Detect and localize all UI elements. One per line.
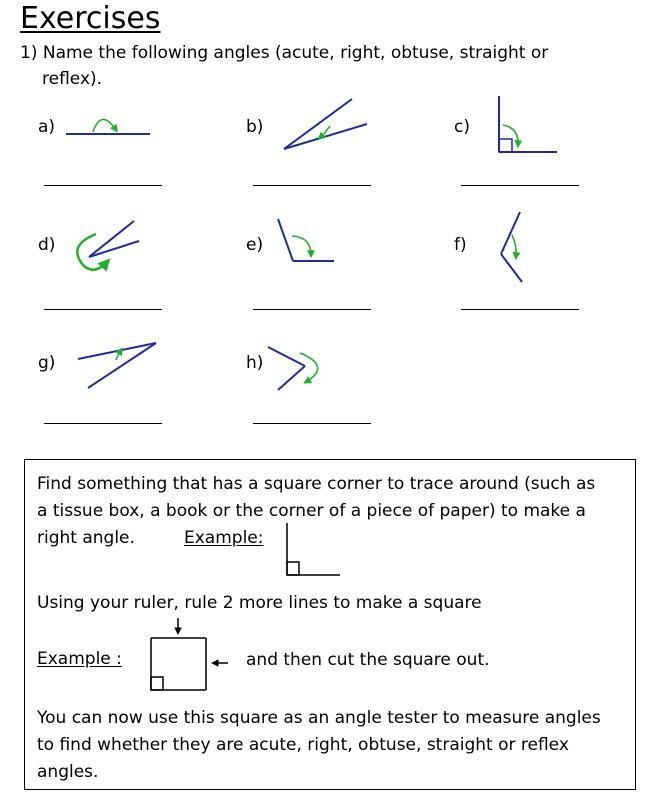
right-angle-example xyxy=(287,523,340,575)
example-1-label: Example: xyxy=(184,528,264,548)
item-label-d: d) xyxy=(38,235,56,255)
question-text-line-2: reflex). xyxy=(42,69,103,89)
square-example xyxy=(151,638,206,690)
question-number: 1) xyxy=(20,43,38,63)
instruction-line-1: Find something that has a square corner to trace around (such as xyxy=(37,474,596,494)
example-2-label: Example : xyxy=(37,649,122,669)
item-label-h: h) xyxy=(246,353,264,373)
item-label-e: e) xyxy=(246,235,264,255)
instruction-line-3: right angle. xyxy=(37,528,135,548)
instruction-tester-line-2: to find whether they are acute, right, obtuse, straight or reflex xyxy=(37,735,569,755)
page-title: Exercises xyxy=(20,1,161,36)
instruction-line-2: a tissue box, a book or the corner of a piece of paper) to make a xyxy=(37,501,586,521)
question-text-line-1: Name the following angles (acute, right, obtuse, straight or xyxy=(42,43,549,63)
instruction-tester-line-3: angles. xyxy=(37,762,99,782)
instruction-ruler-line: Using your ruler, rule 2 more lines to make a square xyxy=(37,593,482,613)
instruction-tester-line-1: You can now use this square as an angle tester to measure angles xyxy=(37,708,601,728)
item-label-f: f) xyxy=(454,235,467,255)
item-label-c: c) xyxy=(454,117,470,137)
instruction-cut-line: and then cut the square out. xyxy=(246,650,490,670)
item-label-a: a) xyxy=(38,117,56,137)
item-label-b: b) xyxy=(246,117,264,137)
item-label-g: g) xyxy=(38,353,56,373)
